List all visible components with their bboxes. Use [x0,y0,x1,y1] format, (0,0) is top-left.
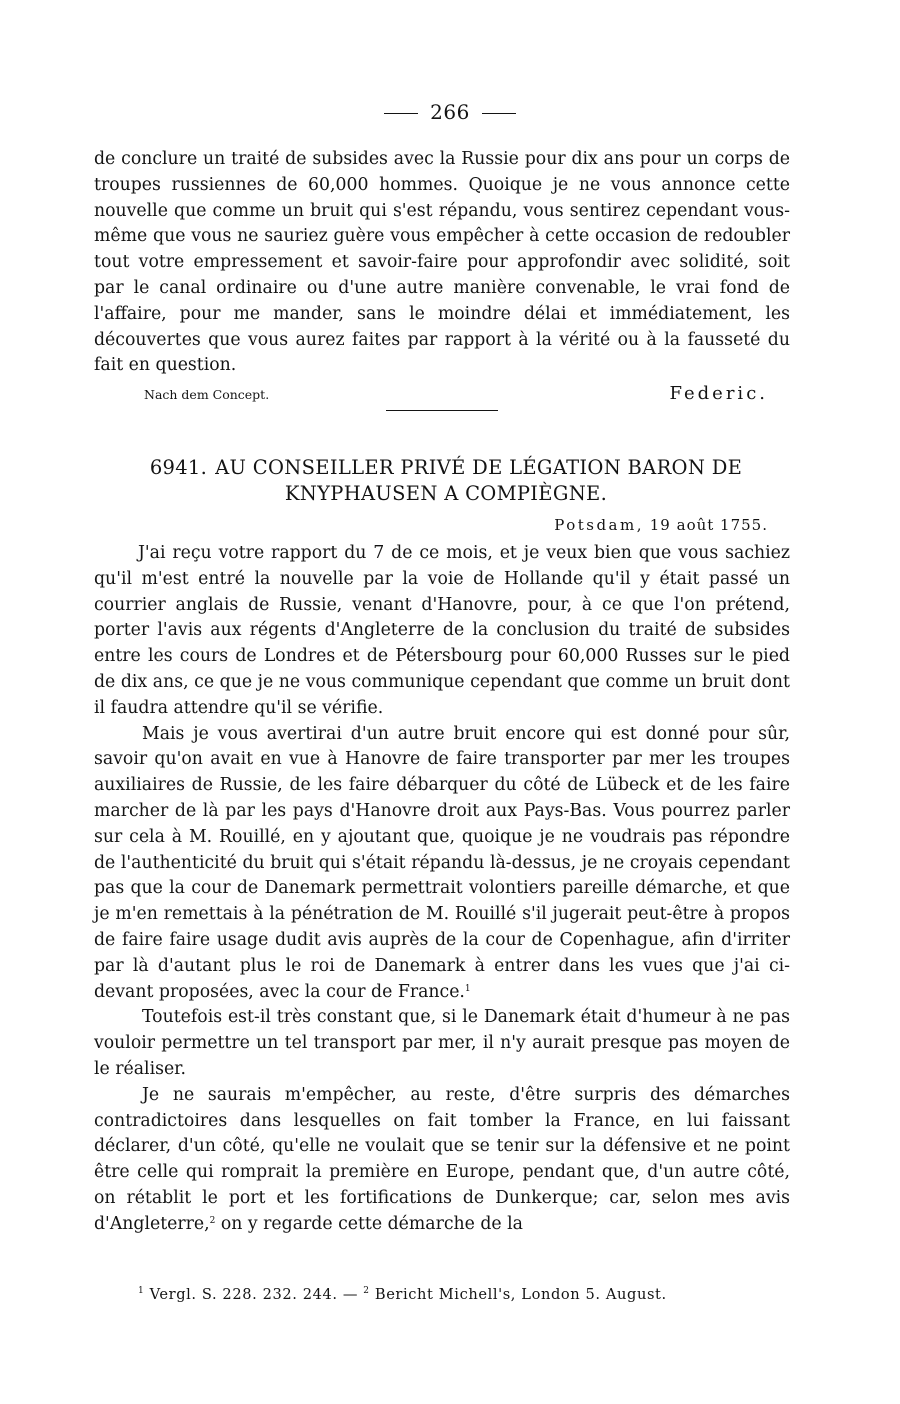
page-number-text: 266 [430,100,470,124]
date-place: Potsdam, [554,516,644,534]
letter-paragraph-3: Toutefois est-il très constant que, si le Danemark était d'humeur à ne pas vouloir permettre un tel transport par mer, il n'y aurait presque pas moyen de le réaliser. [94,1007,790,1079]
footnote-mark-1: 1 [138,1286,145,1296]
letter-number: 6941. [149,456,208,479]
letter-body [94,541,790,1238]
heading-line-2: KNYPHAUSEN A COMPIÈGNE. [284,482,608,505]
letter-paragraph-2 [94,722,790,1006]
page-number [0,100,900,124]
section-divider [386,410,498,411]
footnotes [138,1286,667,1303]
date-text: 19 août 1755. [649,516,768,534]
heading-line-1 [116,455,776,481]
letter-paragraph-4 [94,1083,790,1238]
footnote-mark-2: 2 [363,1286,370,1296]
heading-text-1: AU CONSEILLER PRIVÉ DE LÉGATION BARON DE [215,456,743,479]
source-row [144,383,768,409]
dateline [554,516,768,534]
continuation-paragraph: de conclure un traité de subsides avec la Russie pour dix ans pour un corps de troupes russiennes de 60,000 hommes. Quoique je ne vous annonce cette nouvelle que comme un bruit qui s'est répandu, vous sentirez cependant vous-même que vous ne sauriez guère vous empêcher à cette occasion de redoubler tout votre empressement et savoir-faire pour approfondir avec solidité, soit par le canal ordinaire ou d'une autre manière convenable, le vrai fond de l'affaire, pour me mander, sans le moindre délai et immédiatement, les découvertes que vous aurez faites par rapport à la vérité ou à la fausseté du fait en question. [94,149,790,376]
letter-paragraph-1: J'ai reçu votre rapport du 7 de ce mois, et je veux bien que vous sachiez qu'il m'est entré la nouvelle par la voie de Hollande qu'il y était passé un courrier anglais de Russie, venant d'Hanovre, pour, à ce que l'on prétend, porter l'avis aux régents d'Angleterre de la conclusion du traité de subsides entre les cours de Londres et de Pétersbourg pour 60,000 Russes sur le pied de dix ans, ce que je ne vous communique cependant que comme un bruit dont il faudra attendre qu'il se vérifie. [94,543,790,718]
page-number-dash-left [384,113,418,114]
footnote-text-2: Bericht Michell's, London 5. August. [374,1286,667,1303]
page-number-dash-right [482,113,516,114]
footnote-text-1: Vergl. S. 228. 232. 244. [149,1286,338,1303]
letter-paragraph-4-tail: on y regarde cette démarche de la [220,1213,523,1234]
signature: Federic. [669,383,768,404]
continuation-block [94,147,790,379]
footnote-ref-2: 2 [209,1215,216,1226]
source-note: Nach dem Concept. [144,387,270,402]
letter-heading [116,455,776,507]
footnote-ref-1: 1 [464,983,471,994]
footnote-separator: — [342,1286,359,1303]
letter-paragraph-4-text: Je ne saurais m'empêcher, au reste, d'être surpris des démarches contradictoires dans lesquelles on fait tomber la France, en lui faissant déclarer, d'un côté, qu'elle ne voulait que se tenir sur la défensive et ne point être celle qui romprait la première en Europe, pendant que, d'un autre côté, on rétablit le port et les fortifications de Dunkerque; car, selon mes avis d'Angleterre, [94,1084,790,1234]
letter-paragraph-2-text: Mais je vous avertirai d'un autre bruit encore qui est donné pour sûr, savoir qu'on avait en vue à Hanovre de faire transporter par mer les troupes auxiliaires de Russie, de les faire débarquer du côté de Lübeck et de les faire marcher de là par les pays d'Hanovre droit aux Pays-Bas. Vous pourrez parler sur cela à M. Rouillé, en y ajoutant que, quoique je ne voudrais pas répondre de l'authenticité du bruit qui s'était répandu là-dessus, je ne croyais cependant pas que la cour de Danemark permettrait volontiers pareille démarche, et que je m'en remettais à la pénétration de M. Rouillé s'il jugerait peut-être à propos de faire faire usage dudit avis auprès de la cour de Copenhague, afin d'irriter par là d'autant plus le roi de Danemark à entrer dans les vues que j'ai ci-devant proposées, avec la cour de France. [94,723,790,1002]
